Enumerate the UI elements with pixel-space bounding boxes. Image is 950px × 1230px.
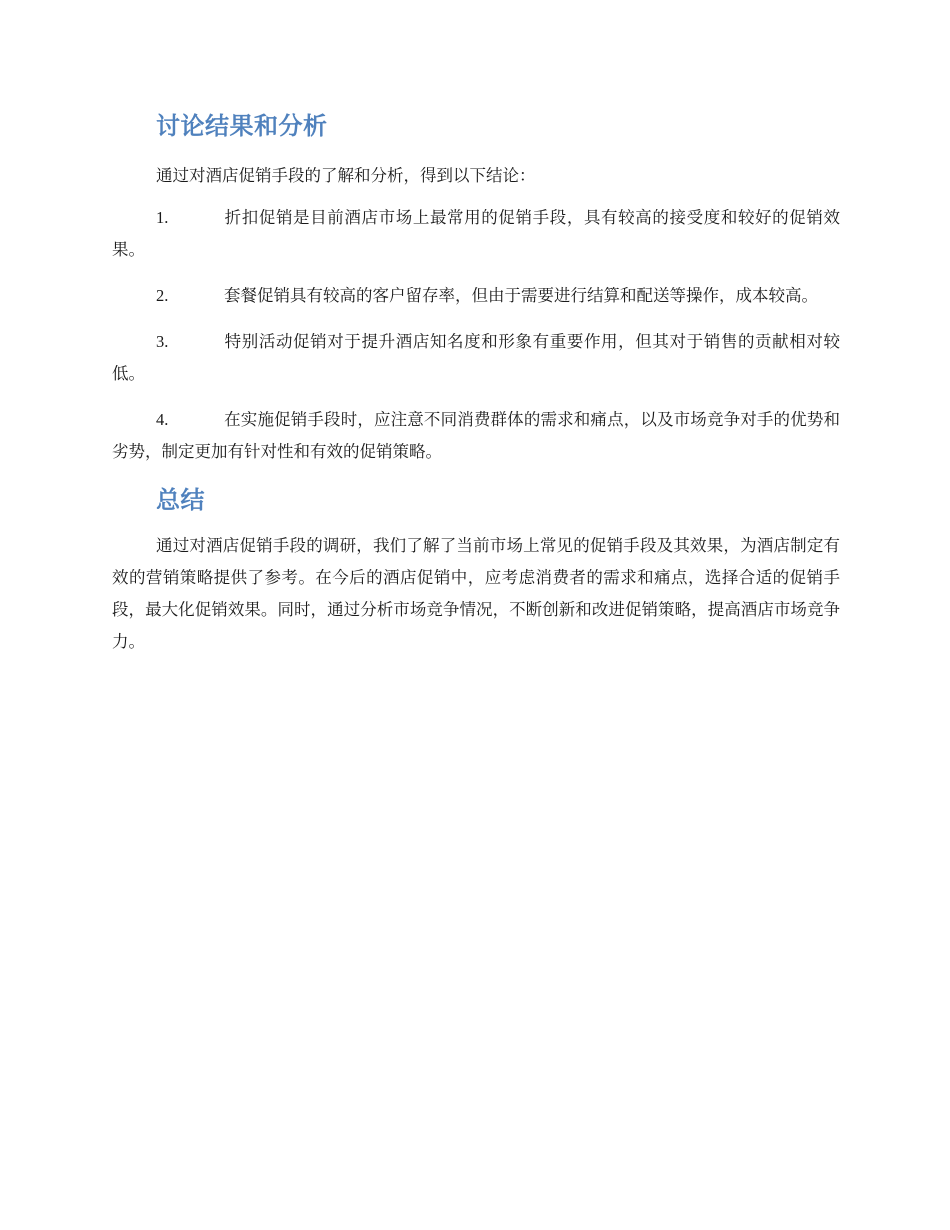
list-item: [112, 202, 840, 266]
list-item-number: 2.: [156, 286, 169, 305]
list-item-text: 在实施促销手段时，应注意不同消费群体的需求和痛点，以及市场竞争对手的优势和劣势，制定更加有针对性和有效的促销策略。: [112, 410, 840, 461]
section-title-summary: 总结: [156, 486, 205, 514]
list-item-number: 1.: [156, 208, 169, 227]
list-item: [112, 404, 840, 468]
list-item: [112, 280, 840, 312]
discussion-intro: 通过对酒店促销手段的了解和分析，得到以下结论：: [156, 166, 536, 185]
list-item-number: 4.: [156, 410, 169, 429]
list-item: [112, 326, 840, 390]
document-content: [112, 108, 840, 658]
list-item-text: 折扣促销是目前酒店市场上最常用的促销手段，具有较高的接受度和较好的促销效果。: [112, 208, 840, 259]
list-item-number: 3.: [156, 332, 169, 351]
list-item-text: 套餐促销具有较高的客户留存率，但由于需要进行结算和配送等操作，成本较高。: [224, 286, 818, 305]
list-item-text: 特别活动促销对于提升酒店知名度和形象有重要作用，但其对于销售的贡献相对较低。: [112, 332, 840, 383]
summary-paragraph: 通过对酒店促销手段的调研，我们了解了当前市场上常见的促销手段及其效果，为酒店制定有效的营销策略提供了参考。在今后的酒店促销中，应考虑消费者的需求和痛点，选择合适的促销手段，最大化促销效果。同时，通过分析市场竞争情况，不断创新和改进促销策略，提高酒店市场竞争力。: [112, 536, 840, 651]
section-title-discussion: 讨论结果和分析: [156, 112, 328, 140]
conclusion-list: [112, 202, 840, 468]
